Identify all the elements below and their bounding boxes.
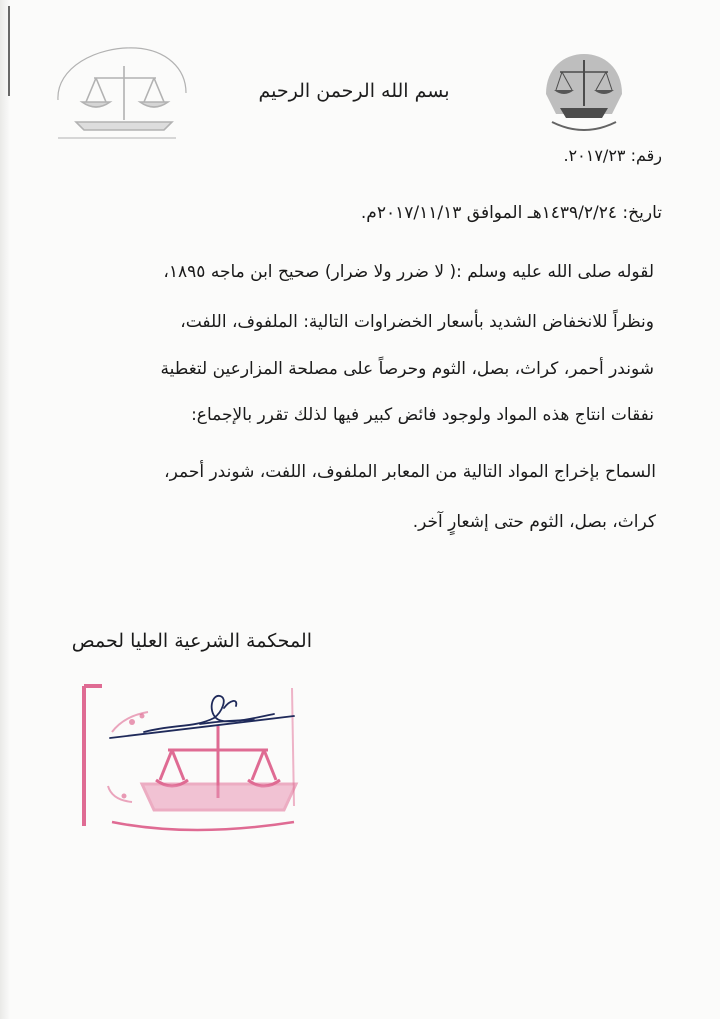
body-line: لقوله صلى الله عليه وسلم :( لا ضرر ولا ضرار) صحيح ابن ماجه ١٨٩٥،	[163, 262, 654, 282]
decision-line: كراث، بصل، الثوم حتى إشعارٍ آخر.	[412, 512, 656, 532]
court-emblem-logo	[538, 48, 630, 140]
decision-line: السماح بإخراج المواد التالية من المعابر الملفوف، اللفت، شوندر أحمر،	[164, 462, 656, 482]
reference-number: رقم: ٢٠١٧/٢٣.	[563, 146, 662, 165]
document-date: تاريخ: ١٤٣٩/٢/٢٤هـ الموافق ٢٠١٧/١١/١٣م.	[360, 203, 662, 223]
paper-crease	[8, 6, 10, 96]
basmala-heading: بسم الله الرحمن الرحيم	[258, 80, 450, 102]
body-line: شوندر أحمر، كراث، بصل، الثوم وحرصاً على مصلحة المزارعين لتغطية	[160, 359, 654, 379]
body-line: نفقات انتاج هذه المواد ولوجود فائض كبير فيها لذلك تقرر بالإجماع:	[191, 405, 654, 425]
handwritten-signature	[104, 688, 304, 748]
page-edge-shadow	[0, 0, 10, 1019]
court-seal-logo	[36, 38, 196, 148]
body-line: ونظراً للانخفاض الشديد بأسعار الخضراوات التالية: الملفوف، اللفت،	[180, 312, 654, 332]
court-signature-name: المحكمة الشرعية العليا لحمص	[71, 630, 312, 652]
